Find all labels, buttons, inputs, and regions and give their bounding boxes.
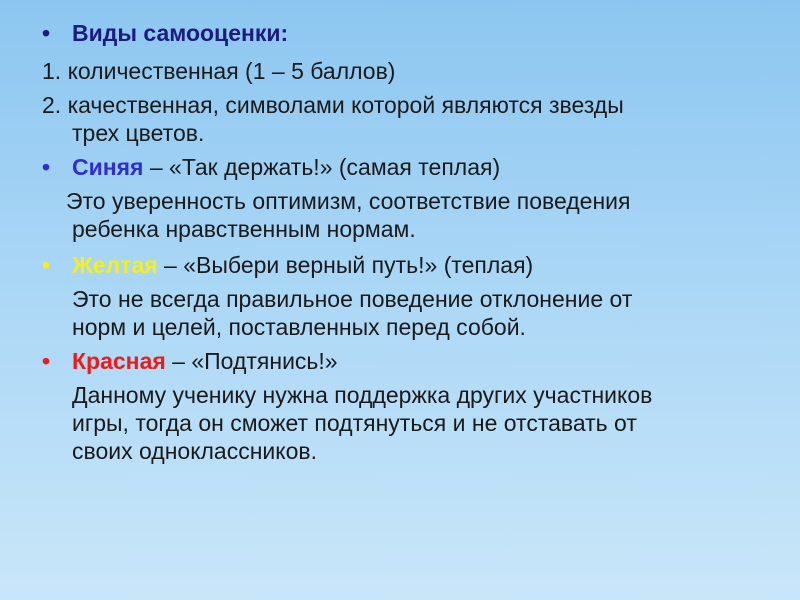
red-heading — [72, 346, 338, 376]
red-desc-line1: Данному ученику нужна поддержка других участников — [72, 382, 653, 408]
yellow-heading — [72, 250, 533, 280]
bullet-title: • — [42, 20, 51, 46]
item-qualitative-line2: трех цветов. — [72, 120, 205, 146]
item-quantitative: 1. количественная (1 – 5 баллов) — [42, 58, 396, 84]
yellow-desc-line1: Это не всегда правильное поведение отклонение от — [72, 286, 633, 312]
yellow-motto: – «Выбери верный путь!» (теплая) — [157, 252, 534, 278]
red-motto: – «Подтянись!» — [165, 348, 338, 374]
red-desc-line3: своих одноклассников. — [72, 438, 317, 464]
bullet-yellow: • — [42, 252, 51, 278]
blue-motto: – «Так держать!» (самая теплая) — [143, 154, 501, 180]
yellow-desc-line2: норм и целей, поставленных перед собой. — [72, 314, 526, 340]
red-desc-line2: игры, тогда он сможет подтянуться и не отставать от — [72, 410, 637, 436]
red-word: Красная — [72, 348, 166, 374]
yellow-word: Желтая — [72, 252, 158, 278]
bullet-red: • — [42, 348, 51, 374]
blue-desc-line1: Это уверенность оптимизм, соответствие поведения — [66, 188, 631, 214]
blue-word: Синяя — [72, 154, 144, 180]
blue-heading — [72, 152, 500, 182]
slide-title: Виды самооценки: — [72, 20, 289, 46]
item-qualitative-line1: 2. качественная, символами которой являются звезды — [42, 92, 624, 118]
blue-desc-line2: ребенка нравственным нормам. — [72, 216, 416, 242]
bullet-blue: • — [42, 154, 51, 180]
